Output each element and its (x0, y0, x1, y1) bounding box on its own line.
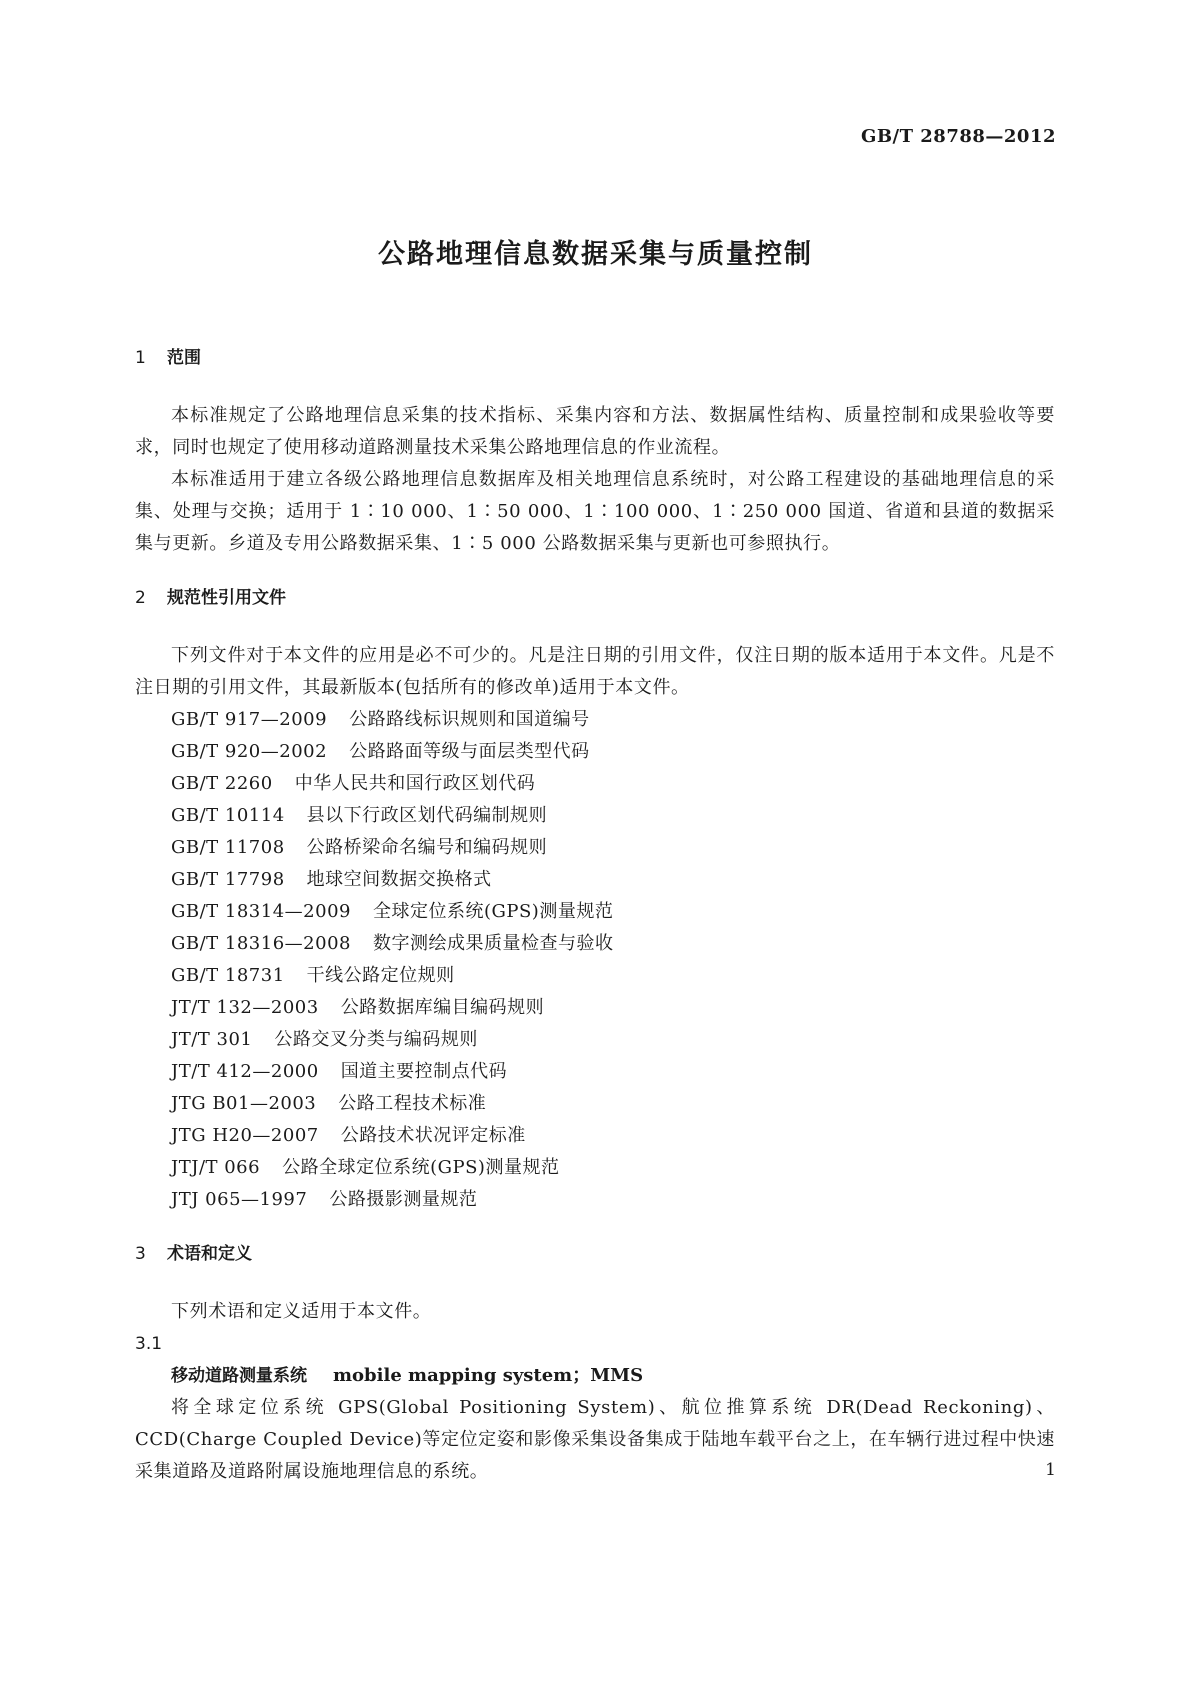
reference-title: 数字测绘成果质量检查与验收 (372, 933, 614, 954)
reference-title: 中华人民共和国行政区划代码 (294, 773, 536, 794)
reference-title: 全球定位系统(GPS)测量规范 (372, 901, 614, 922)
reference-item (135, 960, 1055, 992)
section-heading-terms (135, 1238, 1055, 1270)
term-name-en: mobile mapping system；MMS (333, 1365, 644, 1386)
section-number: 1 (135, 348, 146, 368)
reference-title: 公路全球定位系统(GPS)测量规范 (282, 1157, 560, 1178)
reference-item (135, 1152, 1055, 1184)
reference-code: GB/T 17798 (171, 869, 285, 890)
reference-title: 公路交叉分类与编码规则 (274, 1029, 478, 1050)
document-title: 公路地理信息数据采集与质量控制 (378, 239, 813, 270)
reference-code: JTG H20—2007 (171, 1125, 319, 1146)
reference-code: GB/T 18314—2009 (171, 901, 351, 922)
reference-code: JTG B01—2003 (171, 1093, 317, 1114)
reference-code: JT/T 301 (171, 1029, 253, 1050)
section-number: 2 (135, 588, 146, 608)
reference-item (135, 736, 1055, 768)
reference-item (135, 1056, 1055, 1088)
reference-item (135, 832, 1055, 864)
section-number: 3 (135, 1244, 146, 1264)
reference-title: 公路桥梁命名编号和编码规则 (306, 837, 548, 858)
reference-code: GB/T 2260 (171, 773, 273, 794)
reference-title: 公路工程技术标准 (338, 1093, 487, 1114)
reference-code: JT/T 132—2003 (171, 997, 319, 1018)
reference-code: GB/T 10114 (171, 805, 285, 826)
reference-title: 国道主要控制点代码 (340, 1061, 508, 1082)
reference-item (135, 896, 1055, 928)
reference-code: GB/T 18731 (171, 965, 285, 986)
term-name-zh: 移动道路测量系统 (171, 1366, 307, 1386)
section-title: 范围 (167, 348, 201, 368)
reference-code: JTJ/T 066 (171, 1157, 261, 1178)
reference-title: 公路数据库编目编码规则 (340, 997, 545, 1018)
reference-code: JT/T 412—2000 (171, 1061, 319, 1082)
section-heading-references (135, 582, 1055, 614)
reference-code: GB/T 917—2009 (171, 709, 328, 730)
reference-title: 公路技术状况评定标准 (340, 1125, 526, 1146)
reference-item (135, 928, 1055, 960)
reference-title: 地球空间数据交换格式 (306, 869, 492, 890)
page-number: 1 (1045, 1460, 1056, 1480)
standard-code: GB/T 28788—2012 (860, 126, 1056, 147)
terms-intro: 下列术语和定义适用于本文件。 (171, 1301, 432, 1322)
reference-title: 公路路线标识规则和国道编号 (349, 709, 590, 730)
term-definition: 将全球定位系统 GPS(Global Positioning System)、航位推算系统 DR(Dead Reckoning)、CCD(Charge Coupled Device)等定位定姿和影像采集设备集成于陆地车载平台之上，在车辆行进过程中快速采集道路及道路附属设施地理信息的系统。 (135, 1397, 1055, 1482)
reference-item (135, 1024, 1055, 1056)
section-title: 规范性引用文件 (167, 588, 286, 608)
reference-code: GB/T 920—2002 (171, 741, 328, 762)
reference-item (135, 1120, 1055, 1152)
document-body (135, 342, 1055, 1488)
reference-title: 公路摄影测量规范 (329, 1189, 478, 1210)
reference-item (135, 1184, 1055, 1216)
term-number: 3.1 (135, 1334, 163, 1354)
reference-title: 县以下行政区划代码编制规则 (306, 805, 548, 826)
reference-item (135, 768, 1055, 800)
section-title: 术语和定义 (167, 1244, 252, 1264)
scope-paragraph: 本标准适用于建立各级公路地理信息数据库及相关地理信息系统时，对公路工程建设的基础地理信息的采集、处理与交换；适用于 1∶10 000、1∶50 000、1∶100 000、1∶250 000 国道、省道和县道的数据采集与更新。乡道及专用公路数据采集、1∶5 000 公路数据采集与更新也可参照执行。 (135, 469, 1055, 554)
reference-title: 公路路面等级与面层类型代码 (349, 741, 590, 762)
scope-paragraph: 本标准规定了公路地理信息采集的技术指标、采集内容和方法、数据属性结构、质量控制和成果验收等要求，同时也规定了使用移动道路测量技术采集公路地理信息的作业流程。 (135, 405, 1055, 458)
reference-item (135, 992, 1055, 1024)
reference-item (135, 1088, 1055, 1120)
reference-code: JTJ 065—1997 (171, 1189, 308, 1210)
term-name (135, 1360, 1055, 1392)
references-intro: 下列文件对于本文件的应用是必不可少的。凡是注日期的引用文件，仅注日期的版本适用于本文件。凡是不注日期的引用文件，其最新版本(包括所有的修改单)适用于本文件。 (135, 645, 1055, 698)
section-heading-scope (135, 342, 1055, 374)
reference-item (135, 704, 1055, 736)
reference-item (135, 864, 1055, 896)
reference-code: GB/T 11708 (171, 837, 285, 858)
reference-item (135, 800, 1055, 832)
reference-list (135, 704, 1055, 1216)
reference-code: GB/T 18316—2008 (171, 933, 351, 954)
reference-title: 干线公路定位规则 (306, 965, 455, 986)
